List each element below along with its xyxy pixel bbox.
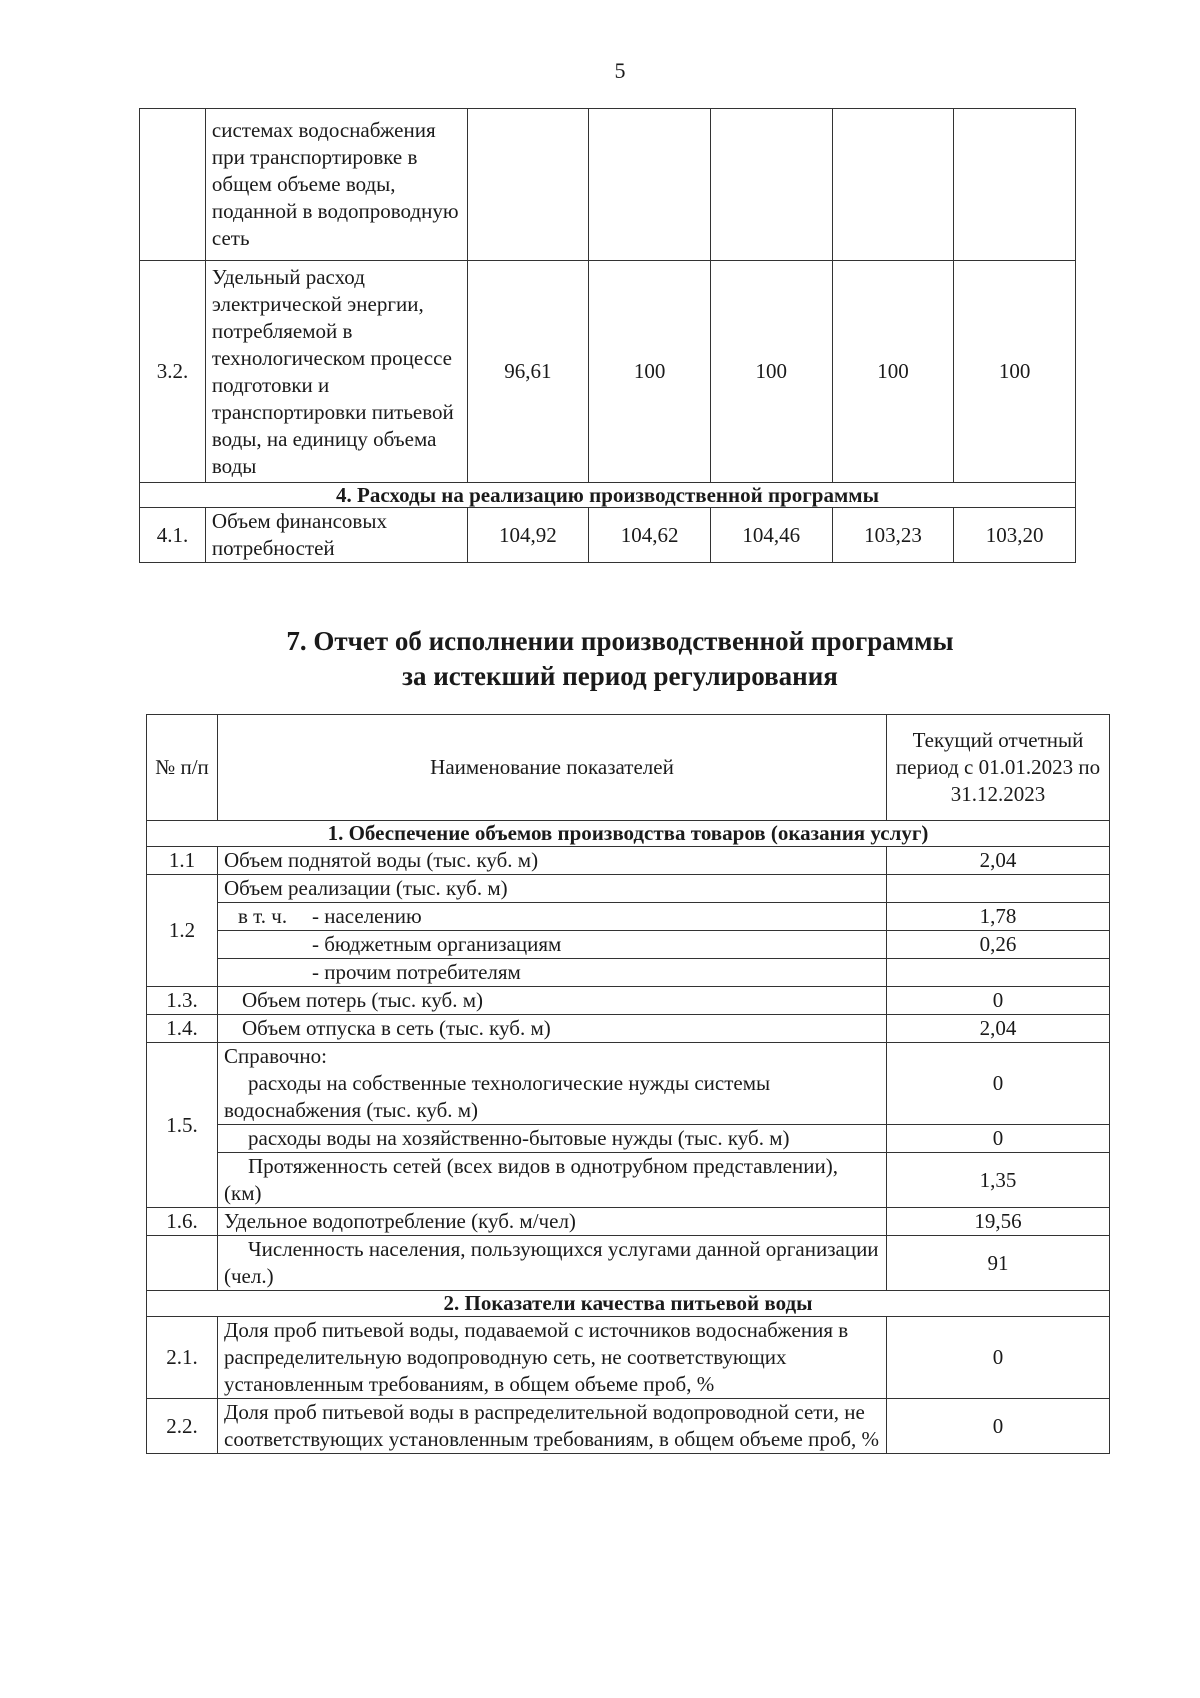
report-title-line1: 7. Отчет об исполнении производственной программы xyxy=(286,626,954,656)
subitem-label: - населению xyxy=(312,904,422,928)
value-cell: 1,78 xyxy=(887,903,1110,931)
table-row xyxy=(147,931,1110,959)
table-row xyxy=(147,847,1110,875)
row-subitem: Протяженность сетей (всех видов в однотрубном представлении), (км) xyxy=(218,1153,887,1208)
value-cell: 0 xyxy=(887,1399,1110,1454)
value-cell: 0 xyxy=(887,1043,1110,1125)
subitem-prefix: в т. ч. xyxy=(238,904,288,928)
row-subitem: расходы на собственные технологические нужды системы водоснабжения (тыс. куб. м) xyxy=(224,1071,771,1122)
row-number: 3.2. xyxy=(140,261,206,483)
row-number: 1.5. xyxy=(147,1043,218,1208)
reference-label: Справочно: xyxy=(224,1044,327,1068)
value-cell: 19,56 xyxy=(887,1208,1110,1236)
row-number: 2.1. xyxy=(147,1317,218,1399)
value-cell: 2,04 xyxy=(887,847,1110,875)
row-subitem: расходы воды на хозяйственно-бытовые нужды (тыс. куб. м) xyxy=(218,1125,887,1153)
value-cell: 91 xyxy=(887,1236,1110,1291)
row-name: Доля проб питьевой воды, подаваемой с источников водоснабжения в распределительную водопроводную сеть, не соответствующих установленным требованиям, в общем объеме проб, % xyxy=(218,1317,887,1399)
table-row xyxy=(140,261,1076,483)
indicators-table-continued xyxy=(139,108,1076,563)
value-cell: 100 xyxy=(589,261,711,483)
value-cell: 103,23 xyxy=(832,508,954,563)
value-cell: 104,46 xyxy=(710,508,832,563)
table-row xyxy=(147,1208,1110,1236)
row-number: 1.2 xyxy=(147,875,218,987)
table-row xyxy=(147,1125,1110,1153)
table-row xyxy=(147,903,1110,931)
value-cell: 100 xyxy=(832,261,954,483)
table-row xyxy=(140,508,1076,563)
value-cell: 2,04 xyxy=(887,1015,1110,1043)
row-name: Численность населения, пользующихся услугами данной организации (чел.) xyxy=(218,1236,887,1291)
row-number: 1.4. xyxy=(147,1015,218,1043)
page-number: 5 xyxy=(614,58,626,83)
row-number xyxy=(147,1236,218,1291)
value-cell: 103,20 xyxy=(954,508,1076,563)
row-number: 1.3. xyxy=(147,987,218,1015)
value-cell: 100 xyxy=(710,261,832,483)
row-subitem: - бюджетным организациям xyxy=(218,931,887,959)
value-cell xyxy=(589,109,711,261)
section-row xyxy=(140,483,1076,508)
table-row xyxy=(147,875,1110,903)
table-row xyxy=(147,1153,1110,1208)
value-cell: 0 xyxy=(887,1125,1110,1153)
row-name: Объем потерь (тыс. куб. м) xyxy=(218,987,887,1015)
value-cell xyxy=(467,109,589,261)
value-cell: 104,92 xyxy=(467,508,589,563)
section-title: 2. Показатели качества питьевой воды xyxy=(147,1291,1110,1317)
section-title: 1. Обеспечение объемов производства товаров (оказания услуг) xyxy=(147,821,1110,847)
row-subitem xyxy=(218,903,887,931)
value-cell: 96,61 xyxy=(467,261,589,483)
row-name: Удельное водопотребление (куб. м/чел) xyxy=(218,1208,887,1236)
row-name: Удельный расход электрической энергии, потребляемой в технологическом процессе подготовки и транспортировки питьевой воды, на единицу объема воды xyxy=(205,261,467,483)
value-cell: 0,26 xyxy=(887,931,1110,959)
row-subitem: - прочим потребителям xyxy=(218,959,887,987)
value-cell xyxy=(954,109,1076,261)
table-row xyxy=(147,1399,1110,1454)
row-number xyxy=(140,109,206,261)
value-cell: 104,62 xyxy=(589,508,711,563)
report-table xyxy=(146,714,1110,1454)
row-name: Объем поднятой воды (тыс. куб. м) xyxy=(218,847,887,875)
header-number: № п/п xyxy=(147,715,218,821)
row-name: системах водоснабжения при транспортировке в общем объеме воды, поданной в водопроводную сеть xyxy=(205,109,467,261)
row-name xyxy=(218,1043,887,1125)
value-cell xyxy=(832,109,954,261)
section-title: 4. Расходы на реализацию производственной программы xyxy=(140,483,1076,508)
table-row xyxy=(147,1043,1110,1125)
table-row xyxy=(147,1015,1110,1043)
table-row xyxy=(147,987,1110,1015)
value-cell xyxy=(710,109,832,261)
table-row xyxy=(140,109,1076,261)
section-row xyxy=(147,1291,1110,1317)
value-cell: 0 xyxy=(887,987,1110,1015)
row-number: 1.1 xyxy=(147,847,218,875)
header-period: Текущий отчетный период с 01.01.2023 по 31.12.2023 xyxy=(887,715,1110,821)
report-title-line2: за истекший период регулирования xyxy=(402,661,838,691)
table-row xyxy=(147,1236,1110,1291)
header-name: Наименование показателей xyxy=(218,715,887,821)
row-number: 2.2. xyxy=(147,1399,218,1454)
row-name: Объем реализации (тыс. куб. м) xyxy=(218,875,887,903)
report-title xyxy=(0,624,1200,694)
row-name: Объем отпуска в сеть (тыс. куб. м) xyxy=(218,1015,887,1043)
value-cell: 0 xyxy=(887,1317,1110,1399)
value-cell xyxy=(887,875,1110,903)
table-row xyxy=(147,959,1110,987)
table-row xyxy=(147,1317,1110,1399)
section-row xyxy=(147,821,1110,847)
row-name: Доля проб питьевой воды в распределительной водопроводной сети, не соответствующих установленным требованиям, в общем объеме проб, % xyxy=(218,1399,887,1454)
row-number: 1.6. xyxy=(147,1208,218,1236)
row-name: Объем финансовых потребностей xyxy=(205,508,467,563)
row-number: 4.1. xyxy=(140,508,206,563)
header-row xyxy=(147,715,1110,821)
value-cell: 100 xyxy=(954,261,1076,483)
value-cell xyxy=(887,959,1110,987)
value-cell: 1,35 xyxy=(887,1153,1110,1208)
